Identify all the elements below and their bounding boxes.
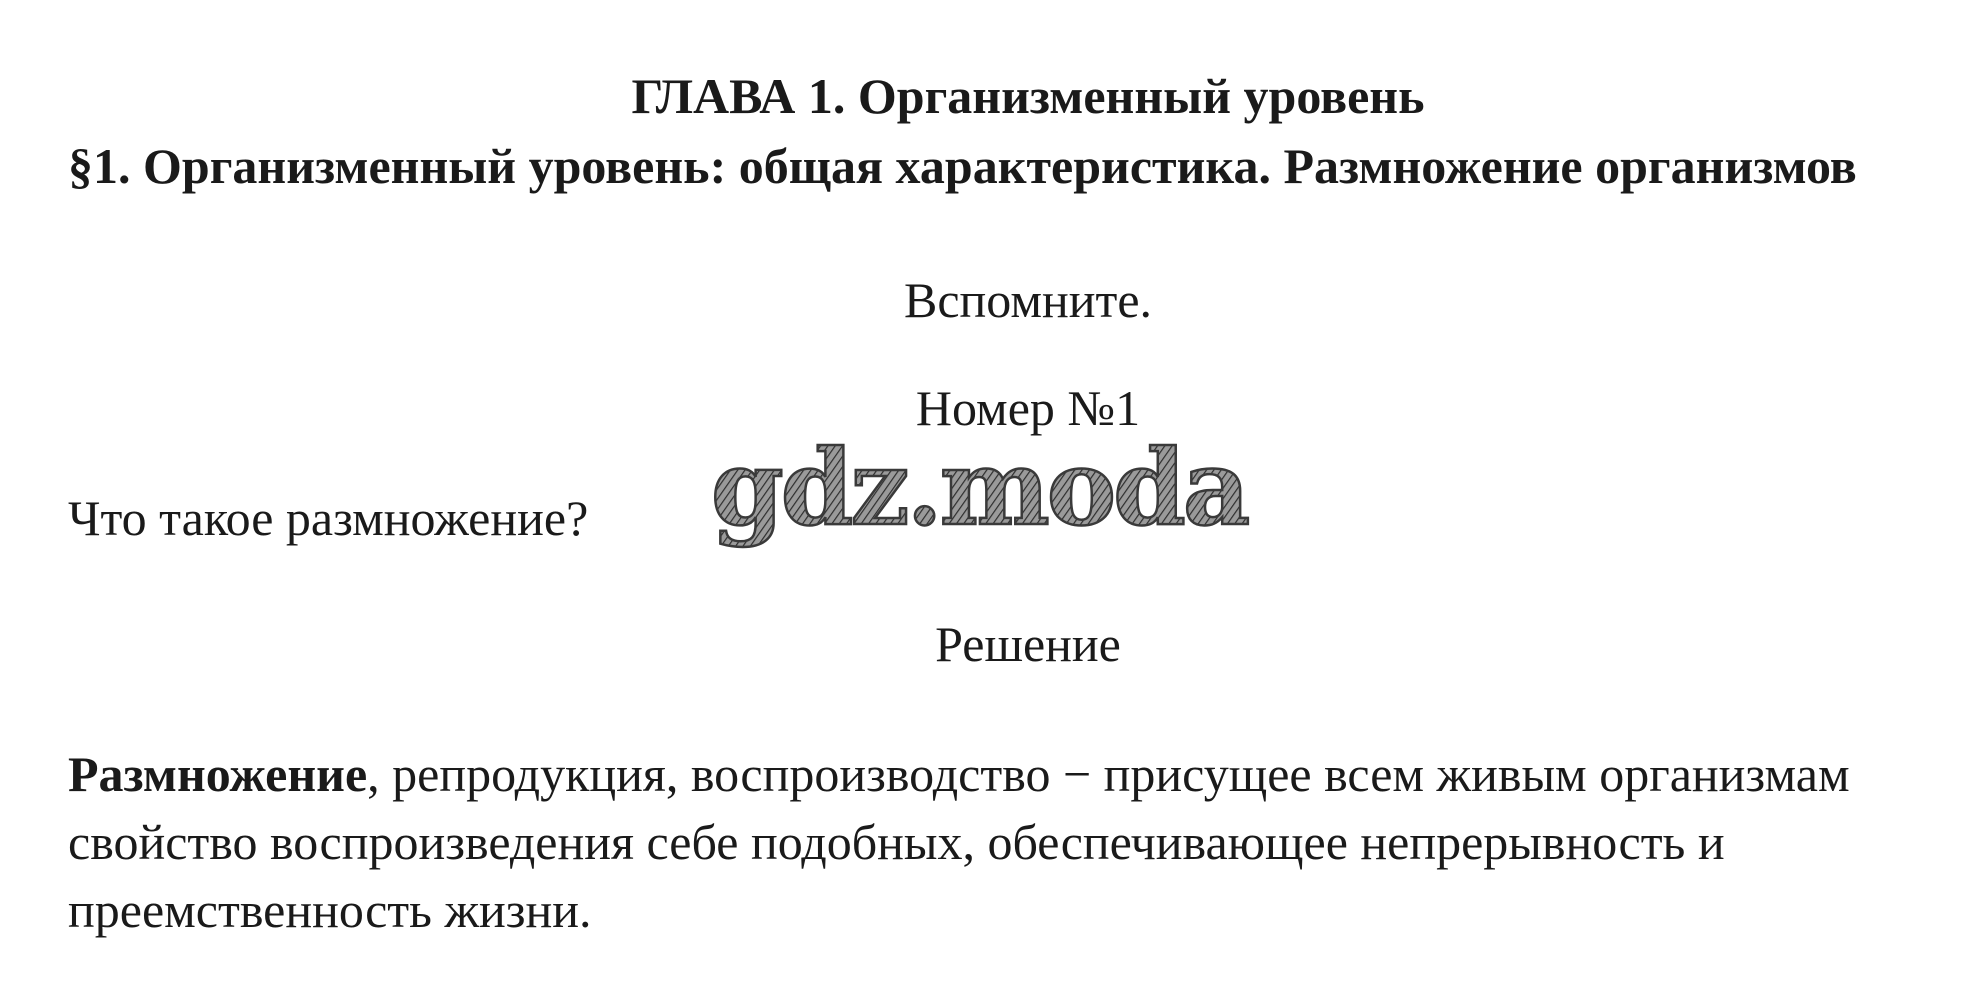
question-text: Что такое размножение? <box>68 490 589 546</box>
task-number: Номер №1 <box>915 380 1141 436</box>
watermark-text: gdz.moda <box>711 432 1248 549</box>
solution-label: Решение <box>935 616 1121 672</box>
answer-term: Размножение <box>68 746 368 802</box>
section-title: §1. Организменный уровень: общая характеристика. Размножение организмов <box>68 138 1857 194</box>
answer-text: , репродукция, воспроизводство − присущее всем живым организмам свойство воспроизведения себе подобных, обеспечивающее непрерывность и преемственность жизни. <box>68 746 1850 938</box>
recall-label: Вспомните. <box>903 272 1153 328</box>
answer-paragraph <box>68 740 1948 944</box>
chapter-title: ГЛАВА 1. Организменный уровень <box>631 68 1425 124</box>
watermark-logo <box>705 432 1275 572</box>
